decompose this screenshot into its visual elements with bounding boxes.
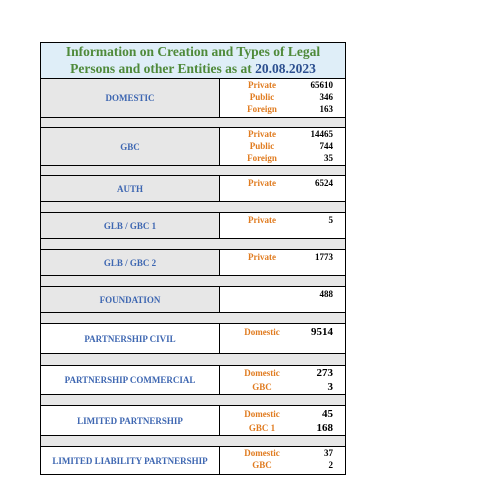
count-partnership-commercial-domestic: 273 xyxy=(316,367,333,379)
spacer-row xyxy=(41,118,345,127)
spacer-row xyxy=(41,166,345,175)
count-domestic-foreign: 163 xyxy=(319,104,333,114)
detail-glb-gbc-2 xyxy=(221,250,345,275)
title-date: 20.08.2023 xyxy=(255,61,316,76)
row-glb-gbc-1 xyxy=(41,213,345,238)
category-limited-partnership: LIMITED PARTNERSHIP xyxy=(41,406,220,435)
type-gbc-foreign: Foreign xyxy=(247,153,277,163)
count-partnership-civil-domestic: 9514 xyxy=(311,326,333,338)
count-gbc-public: 744 xyxy=(319,141,333,151)
category-gbc: GBC xyxy=(41,128,220,165)
row-glb-gbc-2 xyxy=(41,250,345,275)
spacer-row xyxy=(41,202,345,212)
count-auth-private: 6524 xyxy=(315,178,333,188)
category-limited-liability-partnership: LIMITED LIABILITY PARTNERSHIP xyxy=(41,447,220,474)
category-domestic: DOMESTIC xyxy=(41,79,220,117)
type-partnership-commercial-gbc: GBC xyxy=(252,382,272,392)
spacer-row xyxy=(41,395,345,405)
count-limited-partnership-gbc1: 168 xyxy=(316,422,333,434)
spacer-row xyxy=(41,313,345,323)
row-limited-liability-partnership xyxy=(41,447,345,474)
count-domestic-private: 65610 xyxy=(310,80,333,90)
type-domestic-private: Private xyxy=(248,80,276,90)
detail-foundation xyxy=(221,287,345,312)
detail-limited-partnership xyxy=(221,406,345,435)
detail-domestic xyxy=(221,79,345,117)
table-title xyxy=(41,43,345,79)
type-limited-partnership-domestic: Domestic xyxy=(244,409,280,419)
type-glb-gbc-2-private: Private xyxy=(248,252,276,262)
category-partnership-civil: PARTNERSHIP CIVIL xyxy=(41,324,220,353)
spacer-row xyxy=(41,354,345,365)
type-llp-gbc: GBC xyxy=(252,460,272,470)
title-line-2 xyxy=(41,60,345,77)
spacer-row xyxy=(41,276,345,286)
detail-auth xyxy=(221,176,345,201)
entities-table xyxy=(40,42,346,475)
count-llp-domestic: 37 xyxy=(324,448,333,458)
count-gbc-private: 14465 xyxy=(310,129,333,139)
detail-partnership-commercial xyxy=(221,366,345,394)
category-partnership-commercial: PARTNERSHIP COMMERCIAL xyxy=(41,366,220,394)
count-foundation: 488 xyxy=(319,289,333,299)
type-domestic-public: Public xyxy=(249,92,275,102)
count-gbc-foreign: 35 xyxy=(324,153,333,163)
count-llp-gbc: 2 xyxy=(328,460,333,470)
count-glb-gbc-1-private: 5 xyxy=(328,215,333,225)
category-auth: AUTH xyxy=(41,176,220,201)
row-limited-partnership xyxy=(41,406,345,435)
row-foundation xyxy=(41,287,345,312)
detail-limited-liability-partnership xyxy=(221,447,345,474)
row-auth xyxy=(41,176,345,201)
type-gbc-public: Public xyxy=(249,141,275,151)
type-partnership-commercial-domestic: Domestic xyxy=(244,368,280,378)
row-gbc xyxy=(41,128,345,165)
type-llp-domestic: Domestic xyxy=(244,448,280,458)
row-domestic xyxy=(41,79,345,117)
row-partnership-civil xyxy=(41,324,345,353)
detail-partnership-civil xyxy=(221,324,345,353)
category-foundation: FOUNDATION xyxy=(41,287,220,312)
spacer-row xyxy=(41,436,345,446)
title-line-1: Information on Creation and Types of Legal xyxy=(65,44,321,59)
category-glb-gbc-1: GLB / GBC 1 xyxy=(41,213,220,238)
category-glb-gbc-2: GLB / GBC 2 xyxy=(41,250,220,275)
count-domestic-public: 346 xyxy=(319,92,333,102)
spacer-row xyxy=(41,239,345,249)
type-auth-private: Private xyxy=(248,178,276,188)
type-partnership-civil-domestic: Domestic xyxy=(244,327,280,337)
count-glb-gbc-2-private: 1773 xyxy=(315,252,333,262)
title-line-2-prefix: Persons and other Entities as at xyxy=(70,61,256,76)
count-partnership-commercial-gbc: 3 xyxy=(327,381,333,393)
type-limited-partnership-gbc1: GBC 1 xyxy=(248,423,276,433)
type-glb-gbc-1-private: Private xyxy=(248,215,276,225)
row-partnership-commercial xyxy=(41,366,345,394)
count-limited-partnership-domestic: 45 xyxy=(322,408,333,420)
detail-glb-gbc-1 xyxy=(221,213,345,238)
type-gbc-private: Private xyxy=(248,129,276,139)
type-domestic-foreign: Foreign xyxy=(247,104,277,114)
detail-gbc xyxy=(221,128,345,165)
